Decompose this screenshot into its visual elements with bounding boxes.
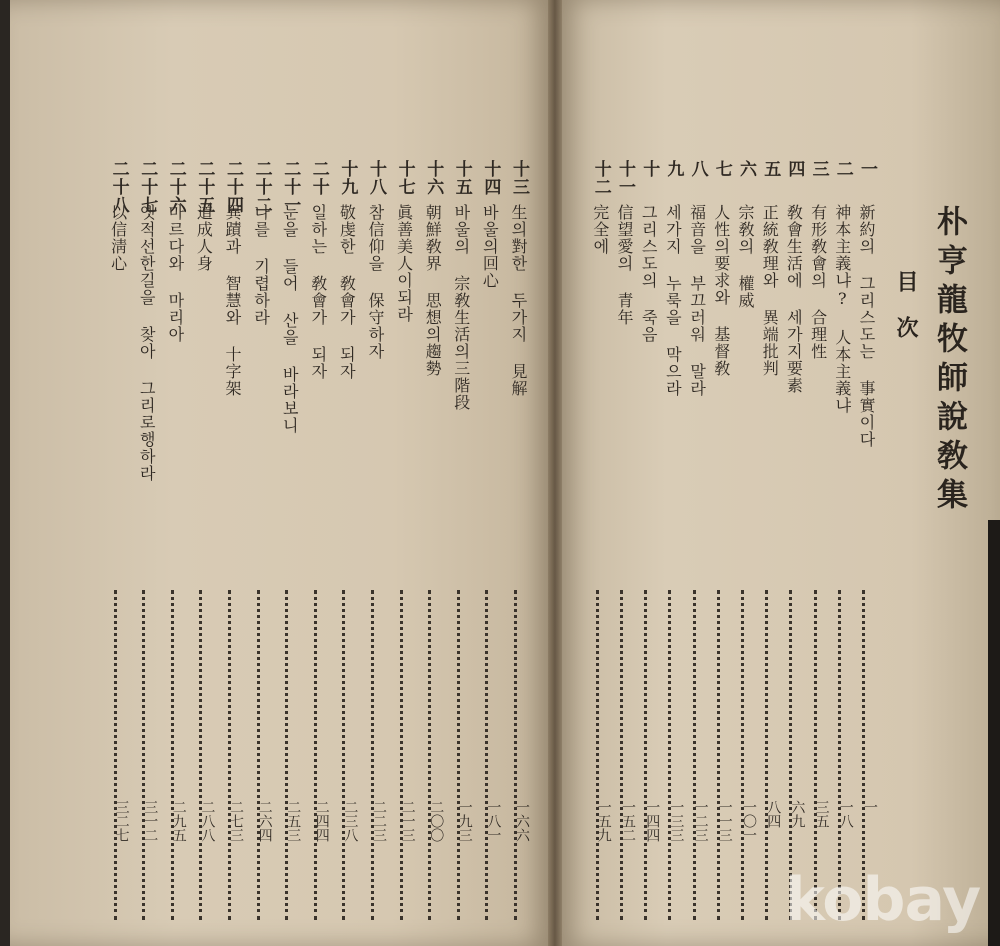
toc-page-number: 三一二 bbox=[142, 800, 159, 842]
toc-page-number: 二〇〇 bbox=[428, 800, 445, 842]
toc-page-number: 六九 bbox=[789, 800, 806, 828]
toc-page-number: 一一三 bbox=[716, 800, 733, 842]
toc-entry bbox=[128, 160, 160, 860]
toc-page-number: 一八 bbox=[837, 800, 854, 828]
toc-entry-number: 十五 bbox=[451, 160, 472, 196]
toc-leader-dots bbox=[514, 590, 517, 920]
toc-entry bbox=[100, 160, 132, 860]
open-book bbox=[10, 0, 1000, 946]
toc-leader-dots bbox=[644, 590, 647, 920]
toc-leader-dots bbox=[285, 590, 288, 920]
toc-entry bbox=[500, 160, 532, 860]
toc-entry-title: 옛적선한길을 찾아 그리로행하라 bbox=[137, 204, 157, 482]
toc-leader-dots bbox=[171, 590, 174, 920]
toc-page-number: 二九五 bbox=[170, 800, 187, 842]
toc-page-number: 一五九 bbox=[595, 800, 612, 842]
toc-leader-dots bbox=[142, 590, 145, 920]
toc-page-number: 一五二 bbox=[620, 800, 636, 842]
toc-entry-title: 敎會生活에 세가지要素 bbox=[784, 204, 804, 394]
toc-leader-dots bbox=[596, 590, 599, 920]
toc-entry-title: 바울의回心 bbox=[480, 204, 500, 289]
toc-entry-number: 十 bbox=[639, 160, 660, 178]
toc-page-number: 一六六 bbox=[514, 800, 530, 842]
toc-entry-title: 完全에 bbox=[590, 204, 610, 255]
toc-page-number: 一九三 bbox=[456, 800, 473, 842]
toc-entry-title: 以信淸心 bbox=[108, 204, 128, 272]
toc-entry bbox=[157, 160, 189, 860]
toc-entry-title: 마르다와 마리아 bbox=[165, 204, 185, 343]
toc-leader-dots bbox=[257, 590, 260, 920]
toc-entry-title: 人性의要求와 基督敎 bbox=[711, 204, 731, 377]
toc-entry-number: 十七 bbox=[394, 160, 415, 196]
toc-leader-dots bbox=[693, 590, 696, 920]
toc-page-number: 二三八 bbox=[342, 800, 359, 842]
toc-entry-title: 세가지 누룩을 막으라 bbox=[663, 204, 683, 397]
toc-leader-dots bbox=[114, 590, 117, 920]
toc-leader-dots bbox=[342, 590, 345, 920]
toc-entry-title: 生의對한 두가지 見解 bbox=[509, 204, 528, 397]
toc-entry-number: 十四 bbox=[480, 160, 501, 196]
toc-entry bbox=[271, 160, 303, 860]
toc-leader-dots bbox=[228, 590, 231, 920]
toc-entry-number: 十八 bbox=[366, 160, 386, 196]
toc-page-number: 一八一 bbox=[485, 800, 502, 842]
toc-entry bbox=[328, 160, 360, 860]
toc-entry-number: 十九 bbox=[337, 160, 358, 196]
toc-entry-number: 十六 bbox=[423, 160, 444, 196]
toc-entry-number: 二十一 bbox=[280, 160, 301, 214]
toc-leader-dots bbox=[765, 590, 768, 920]
toc-page-number: 一三三 bbox=[668, 800, 685, 842]
toc-entry bbox=[386, 160, 418, 860]
toc-entry-number: 九 bbox=[663, 160, 684, 178]
book-gutter bbox=[548, 0, 562, 946]
toc-entry-number: 七 bbox=[711, 160, 732, 178]
toc-page-number: 三二七 bbox=[113, 800, 130, 842]
toc-entry bbox=[582, 160, 614, 860]
toc-page-number: 二六四 bbox=[256, 800, 273, 842]
toc-leader-dots bbox=[717, 590, 720, 920]
toc-page-number: 一二三 bbox=[692, 800, 709, 842]
toc-entry bbox=[185, 160, 217, 860]
toc-entry-number: 三 bbox=[808, 160, 829, 178]
watermark-logo: kobay bbox=[785, 865, 981, 935]
toc-entry-number: 二十七 bbox=[137, 160, 158, 214]
toc-entry-number: 二十四 bbox=[223, 160, 243, 214]
toc-entry bbox=[443, 160, 475, 860]
toc-page-number: 二五三 bbox=[285, 800, 302, 842]
toc-entry-title: 新約의 그리스도는 事實이다 bbox=[857, 204, 876, 448]
toc-page-number: 二八八 bbox=[199, 800, 216, 842]
toc-entry-title: 信望愛의 青年 bbox=[615, 204, 634, 326]
toc-entry bbox=[214, 160, 246, 860]
toc-entry-title: 그리스도의 죽음 bbox=[639, 204, 659, 343]
toc-entry-number: 十一 bbox=[615, 160, 635, 196]
toc-entry bbox=[357, 160, 389, 860]
toc-leader-dots bbox=[485, 590, 488, 920]
toc-entry-number: 五 bbox=[760, 160, 781, 178]
toc-entry-number: 二 bbox=[832, 160, 853, 178]
toc-entry-title: 眞善美人이되라 bbox=[394, 204, 414, 323]
toc-leader-dots bbox=[620, 590, 623, 920]
toc-entry bbox=[471, 160, 503, 860]
toc-entry-title: 宗敎의 權威 bbox=[736, 204, 755, 309]
toc-entry-number: 四 bbox=[784, 160, 805, 178]
toc-entry-title: 福音을 부끄러워 말라 bbox=[687, 204, 707, 397]
toc-leader-dots bbox=[314, 590, 317, 920]
toc-entry-number: 二十六 bbox=[165, 160, 186, 214]
toc-entry-title: 참信仰을 保守하자 bbox=[366, 204, 385, 360]
toc-entry-number: 一 bbox=[857, 160, 877, 178]
toc-entry-title: 눈을 들어 산을 바라보니 bbox=[280, 204, 300, 434]
toc-leader-dots bbox=[428, 590, 431, 920]
toc-entry-title: 有形敎會의 合理性 bbox=[808, 204, 828, 360]
toc-entry-title: 일하는 敎會가 되자 bbox=[308, 204, 328, 380]
toc-leader-dots bbox=[199, 590, 202, 920]
page-edge-shadow bbox=[988, 520, 1000, 946]
toc-page-number: 二七三 bbox=[228, 800, 244, 842]
toc-entry-number: 六 bbox=[736, 160, 756, 178]
toc-leader-dots bbox=[371, 590, 374, 920]
toc-page-number: 二四四 bbox=[313, 800, 330, 842]
toc-entry-title: 敬虔한 敎會가 되자 bbox=[337, 204, 357, 380]
toc-leader-dots bbox=[457, 590, 460, 920]
toc-leader-dots bbox=[400, 590, 403, 920]
toc-entry-number: 二十八 bbox=[108, 160, 129, 214]
toc-heading: 目次 bbox=[893, 270, 919, 362]
book-title: 朴亨龍牧師說敎集 bbox=[931, 205, 967, 517]
toc-entry bbox=[414, 160, 446, 860]
toc-entry-title: 朝鮮敎界 思想의趨勢 bbox=[423, 204, 443, 377]
toc-leader-dots bbox=[741, 590, 744, 920]
toc-leader-dots bbox=[668, 590, 671, 920]
toc-entry-title: 神本主義냐? 人本主義냐 bbox=[832, 204, 852, 414]
toc-entry-title: 正統敎理와 異端批判 bbox=[760, 204, 780, 377]
toc-page-number: 三五 bbox=[813, 800, 830, 828]
toc-page-number: 一〇一 bbox=[741, 800, 757, 842]
toc-entry-number: 二十五 bbox=[194, 160, 215, 214]
toc-entry-title: 나를 기렵하라 bbox=[251, 204, 271, 326]
toc-entry-title: 道成人身 bbox=[194, 204, 214, 272]
toc-entry bbox=[243, 160, 275, 860]
toc-page-number: 二二三 bbox=[371, 800, 387, 842]
toc-entry-number: 二十 bbox=[308, 160, 329, 196]
toc-page-number: 一 bbox=[862, 800, 878, 814]
toc-entry-number: 二十二 bbox=[251, 160, 272, 214]
toc-entry-number: 十二 bbox=[590, 160, 611, 196]
toc-entry bbox=[300, 160, 332, 860]
toc-entry-number: 十三 bbox=[509, 160, 529, 196]
toc-entry-title: 바울의 宗敎生活의三階段 bbox=[451, 204, 471, 411]
toc-entry-number: 八 bbox=[687, 160, 708, 178]
toc-page-number: 二一三 bbox=[399, 800, 416, 842]
toc-page-number: 一四四 bbox=[644, 800, 661, 842]
toc-page-number: 八四 bbox=[765, 800, 782, 828]
toc-entry-title: 異蹟과 智慧와 十字架 bbox=[223, 204, 242, 397]
